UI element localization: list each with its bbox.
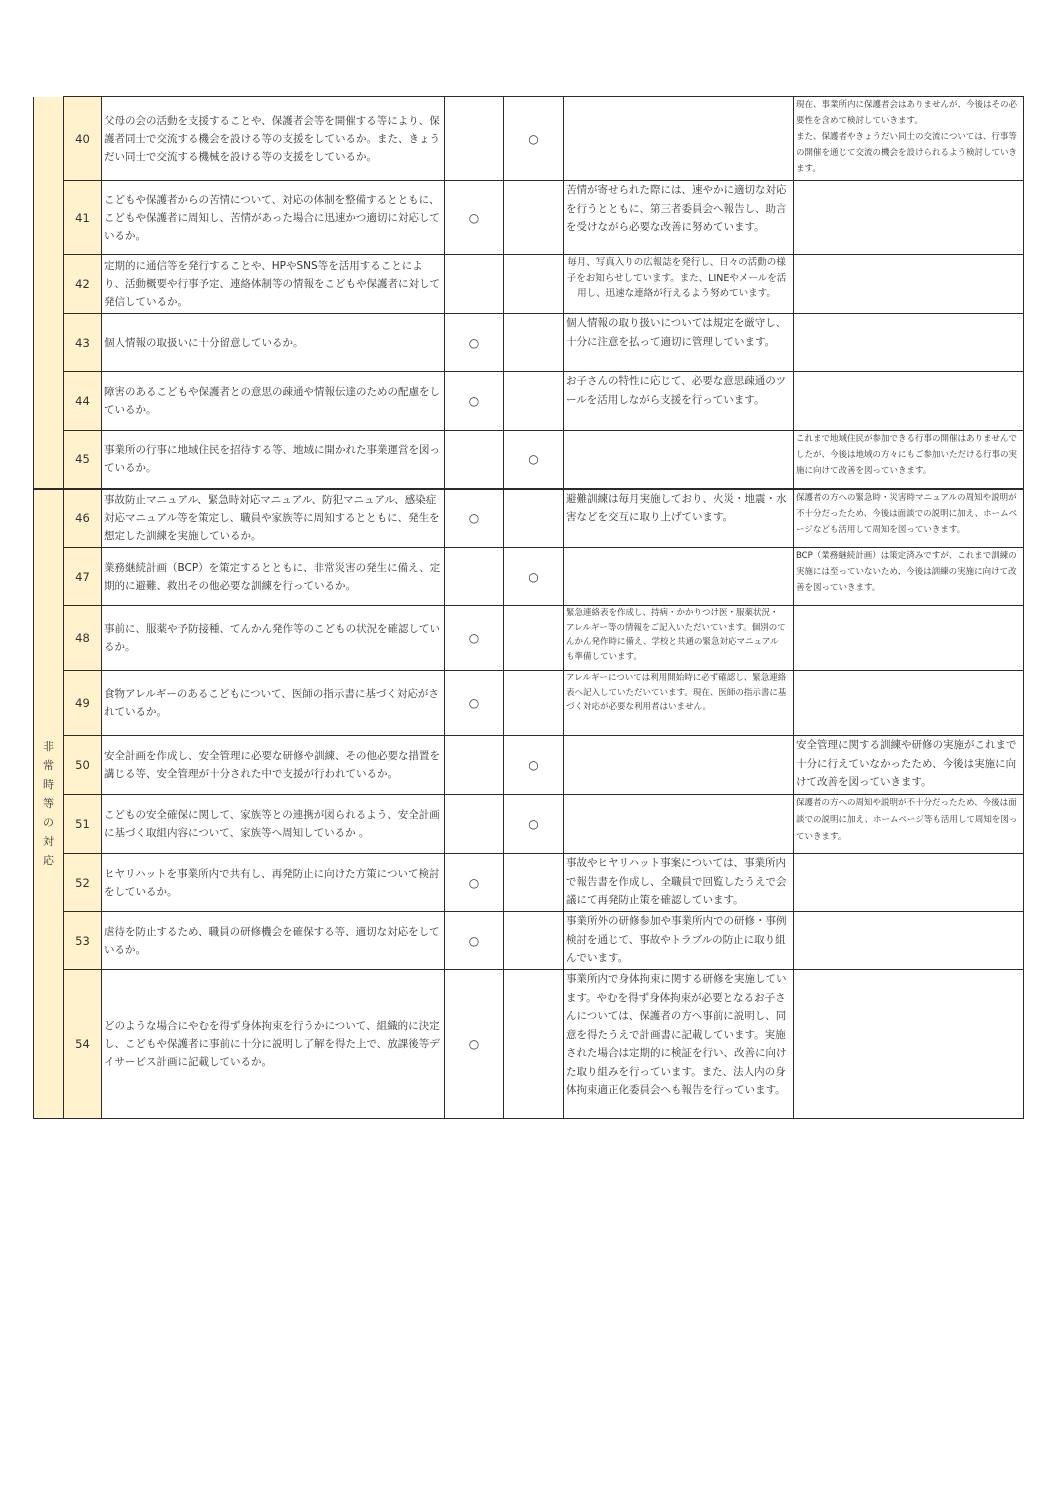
table-row [34,97,1024,181]
improvement-text [794,671,1024,736]
question-text: ヒヤリハットを事業所内で共有し、再発防止に向けた方策について検討をしているか。 [102,854,445,912]
table-row [34,606,1024,671]
item-number: 45 [64,431,102,489]
table-row [34,431,1024,489]
status-text [564,97,794,181]
question-text: 事前に、服薬や予防接種、てんかん発作等のこどもの状況を確認しているか。 [102,606,445,671]
improvement-text: 保護者の方への緊急時・災害時マニュアルの周知や説明が不十分だったため、今後は面談での説明に加え、ホームページなども活用して周知を図っていきます。 [794,489,1024,548]
no-mark [504,181,564,255]
improvement-text: 現在、事業所内に保護者会はありませんが、今後はその必要性を含めて検討していきます。 また、保護者やきょうだい同士の交流については、行事等の開催を通じて交流の機会を設けられるよう検討していきます。 [794,97,1024,181]
table-row [34,255,1024,314]
improvement-text: これまで地域住民が参加できる行事の開催はありませんでしたが、今後は地域の方々にもご参加いただける行事の実施に向けて改善を図っていきます。 [794,431,1024,489]
yes-mark [445,431,504,489]
table-row [34,912,1024,970]
question-text: 食物アレルギーのあるこどもについて、医師の指示書に基づく対応がされているか。 [102,671,445,736]
yes-mark: ○ [445,181,504,255]
question-text: どのような場合にやむを得ず身体拘束を行うかについて、組織的に決定し、こどもや保護者に事前に十分に説明し了解を得た上で、放課後等デイサービス計画に記載しているか。 [102,970,445,1119]
yes-mark [445,97,504,181]
question-text: 障害のあるこどもや保護者との意思の疎通や情報伝達のための配慮をしているか。 [102,372,445,431]
table-row [34,314,1024,372]
yes-mark: ○ [445,372,504,431]
no-mark [504,912,564,970]
yes-mark: ○ [445,489,504,548]
status-text: 個人情報の取り扱いについては規定を厳守し、十分に注意を払って適切に管理しています。 [564,314,794,372]
no-mark [504,489,564,548]
status-text [564,431,794,489]
table-row [34,736,1024,795]
item-number: 40 [64,97,102,181]
table-row [34,854,1024,912]
status-text: 事業所内で身体拘束に関する研修を実施しています。やむを得ず身体拘束が必要となるお子さんについては、保護者の方へ事前に説明し、同意を得たうえで計画書に記載しています。実施された場合は定期的に検証を行い、改善に向けた取り組みを行っています。また、法人内の身体拘束適正化委員会へも報告を行っています。 [564,970,794,1119]
improvement-text: BCP（業務継続計画）は策定済みですが、これまで訓練の実施には至っていないため、今後は訓練の実施に向けて改善を図っていきます。 [794,548,1024,606]
category-cell-continued [34,97,64,489]
improvement-text [794,181,1024,255]
yes-mark [445,548,504,606]
no-mark [504,671,564,736]
yes-mark [445,255,504,314]
item-number: 44 [64,372,102,431]
question-text: こどもや保護者からの苦情について、対応の体制を整備するとともに、こどもや保護者に周知し、苦情があった場合に迅速かつ適切に対応しているか。 [102,181,445,255]
question-text: 事業所の行事に地域住民を招待する等、地域に開かれた事業運営を図っているか。 [102,431,445,489]
item-number: 41 [64,181,102,255]
no-mark [504,372,564,431]
status-text [564,255,794,314]
status-text [564,795,794,854]
no-mark: ○ [504,795,564,854]
status-text: 緊急連絡表を作成し、持病・かかりつけ医・服薬状況・アレルギー等の情報をご記入いただいています。個別のてんかん発作時に備え、学校と共通の緊急対応マニュアルも準備しています。 [564,606,794,671]
item-number: 42 [64,255,102,314]
improvement-text [794,912,1024,970]
table-row [34,372,1024,431]
no-mark [504,255,564,314]
improvement-text [794,970,1024,1119]
status-text: 事故やヒヤリハット事案については、事業所内で報告書を作成し、全職員で回覧したうえで会議にて再発防止策を確認しています。 [564,854,794,912]
status-text: お子さんの特性に応じて、必要な意思疎通のツールを活用しながら支援を行っています。 [564,372,794,431]
improvement-text: 保護者の方への周知や説明が不十分だったため、今後は面談での説明に加え、ホームページ等も活用して周知を図っていきます。 [794,795,1024,854]
item-number: 46 [64,489,102,548]
no-mark [504,606,564,671]
no-mark [504,854,564,912]
question-text: こどもの安全確保に関して、家族等との連携が図られるよう、安全計画に基づく取組内容について、家族等へ周知しているか 。 [102,795,445,854]
status-text [564,736,794,795]
table-row [34,489,1024,548]
category-cell-emergency [34,489,64,1119]
item-number: 49 [64,671,102,736]
status-text: 事業所外の研修参加や事業所内での研修・事例検討を通じて、事故やトラブルの防止に取り組んでいます。 [564,912,794,970]
no-mark [504,970,564,1119]
yes-mark: ○ [445,671,504,736]
status-text [564,548,794,606]
item-number: 52 [64,854,102,912]
no-mark: ○ [504,736,564,795]
yes-mark [445,736,504,795]
improvement-text: 安全管理に関する訓練や研修の実施がこれまで十分に行えていなかったため、今後は実施に向けて改善を図っていきます。 [794,736,1024,795]
improvement-text [794,372,1024,431]
table-row [34,181,1024,255]
item-number: 51 [64,795,102,854]
question-text: 安全計画を作成し、安全管理に必要な研修や訓練、その他必要な措置を講じる等、安全管理が十分された中で支援が行われているか。 [102,736,445,795]
item-number: 54 [64,970,102,1119]
self-evaluation-table [33,96,1024,1119]
question-text: 定期的に通信等を発行することや、HPやSNS等を活用することにより、活動概要や行事予定、連絡体制等の情報をこどもや保護者に対して発信しているか。 [102,255,445,314]
question-text: 業務継続計画（BCP）を策定するとともに、非常災害の発生に備え、定期的に避難、救出その他必要な訓練を行っているか。 [102,548,445,606]
no-mark: ○ [504,431,564,489]
no-mark: ○ [504,548,564,606]
no-mark [504,314,564,372]
item-number: 48 [64,606,102,671]
status-text: 避難訓練は毎月実施しており、火災・地震・水害などを交互に取り上げています。 [564,489,794,548]
table-row [34,970,1024,1119]
status-text: 苦情が寄せられた際には、速やかに適切な対応を行うとともに、第三者委員会へ報告し、助言を受けながら必要な改善に努めています。 [564,181,794,255]
yes-mark: ○ [445,606,504,671]
status-text: アレルギーについては利用開始時に必ず確認し、緊急連絡表へ記入していただいています。現在、医師の指示書に基づく対応が必要な利用者はいません。 [564,671,794,736]
question-text: 事故防止マニュアル、緊急時対応マニュアル、防犯マニュアル、感染症対応マニュアル等を策定し、職員や家族等に周知するとともに、発生を想定した訓練を実施しているか。 [102,489,445,548]
question-text: 父母の会の活動を支援することや、保護者会等を開催する等により、保護者同士で交流する機会を設ける等の支援をしているか。また、きょうだい同士で交流する機械を設ける等の支援をしているか。 [102,97,445,181]
item-number: 50 [64,736,102,795]
yes-mark [445,795,504,854]
category-label: 非常時等の対応 [43,740,54,868]
yes-mark: ○ [445,970,504,1119]
status-text-clip: 毎月、写真入りの広報誌を発行し、日々の活動の様子をお知らせしています。また、LINEやメールを活用し、迅速な連絡が行えるよう努めています。 [566,257,787,299]
improvement-text [794,314,1024,372]
yes-mark: ○ [445,912,504,970]
improvement-text [794,606,1024,671]
question-text: 虐待を防止するため、職員の研修機会を確保する等、適切な対応をしているか。 [102,912,445,970]
improvement-text [794,854,1024,912]
item-number: 53 [64,912,102,970]
question-text: 個人情報の取扱いに十分留意しているか。 [102,314,445,372]
table-row [34,671,1024,736]
no-mark: ○ [504,97,564,181]
table-row [34,795,1024,854]
yes-mark: ○ [445,854,504,912]
item-number: 43 [64,314,102,372]
improvement-text [794,255,1024,314]
item-number: 47 [64,548,102,606]
table-row [34,548,1024,606]
yes-mark: ○ [445,314,504,372]
